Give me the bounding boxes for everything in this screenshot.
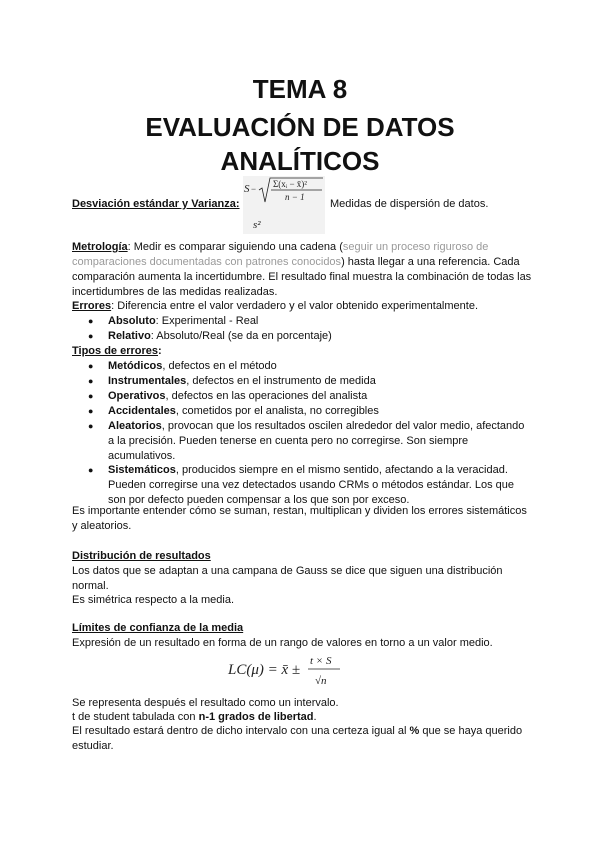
lc-formula-numerator: t × S xyxy=(310,655,332,667)
distribucion-p2: Es simétrica respecto a la media. xyxy=(72,594,235,606)
limites-p3: El resultado estará dentro de dicho intervalo con una certeza igual al % que se haya querido estudiar. xyxy=(72,725,523,752)
list-item: Operativos, defectos en las operaciones del analista xyxy=(108,390,368,402)
page-title-line1: TEMA 8 xyxy=(252,74,348,104)
desviacion-description: Medidas de dispersión de datos. xyxy=(330,198,489,210)
list-item: Metódicos, defectos en el método xyxy=(108,360,277,372)
lc-formula-lhs: LC(μ) = x̄ ± xyxy=(228,662,301,678)
bullet: ● xyxy=(88,376,94,386)
metrologia-label: Metrología xyxy=(72,241,128,253)
formula-denominator: n − 1 xyxy=(285,192,305,202)
metrologia-grey-text: seguir un proceso riguroso de comparaciones documentadas con patrones conocidos xyxy=(72,241,489,268)
list-item: Sistemáticos, producidos siempre en el mismo sentido, afectando a la veracidad. Pueden corregirse una vez detectados usando CRMs o métodos estándar. Los que son por defecto pueden compensar a los que son por exceso. xyxy=(108,464,515,506)
errores-paragraph: Errores: Diferencia entre el valor verdadero y el valor obtenido experimentalmente. xyxy=(72,300,479,312)
limites-intro: Expresión de un resultado en forma de un rango de valores en torno a un valor medio. xyxy=(72,637,493,649)
tipos-heading: Tipos de errores: xyxy=(72,345,162,357)
limites-p1: Se representa después el resultado como un intervalo. xyxy=(72,697,339,709)
list-item: Instrumentales, defectos en el instrumento de medida xyxy=(108,375,376,387)
bullet: ● xyxy=(88,316,94,326)
svg-text:−: − xyxy=(251,184,257,194)
tipos-note: Es importante entender cómo se suman, restan, multiplican y dividen los errores sistemáticos y aleatorios. xyxy=(72,505,527,532)
list-item: Relativo: Absoluto/Real (se da en porcentaje) xyxy=(108,330,332,342)
lc-formula-denominator: √n xyxy=(315,675,327,687)
bullet: ● xyxy=(88,406,94,416)
limites-p2: t de student tabulada con n-1 grados de libertad. xyxy=(72,711,317,723)
list-item: Aleatorios, provocan que los resultados oscilen alrededor del valor medio, afectando a la precisión. Pueden tenerse en cuenta pero no corregirse. Son siempre acumulativos. xyxy=(108,420,525,462)
bullet: ● xyxy=(88,361,94,371)
bullet: ● xyxy=(88,391,94,401)
bullet: ● xyxy=(88,421,94,431)
page-title-line2: EVALUACIÓN DE DATOS xyxy=(145,112,455,142)
std-deviation-formula xyxy=(243,176,325,234)
distribucion-heading: Distribución de resultados xyxy=(72,550,211,562)
distribucion-p1: Los datos que se adaptan a una campana de Gauss se dice que siguen una distribución normal. xyxy=(72,565,503,592)
formula-numerator: Σ(xᵢ − x̄)² xyxy=(273,179,307,189)
list-item: Absoluto: Experimental - Real xyxy=(108,315,259,327)
desviacion-label: Desviación estándar y Varianza: xyxy=(72,198,240,210)
confidence-limit-formula xyxy=(226,648,341,690)
page-title-line3: ANALÍTICOS xyxy=(220,146,380,176)
errores-label: Errores xyxy=(72,300,112,312)
bullet: ● xyxy=(88,465,94,475)
bullet: ● xyxy=(88,331,94,341)
formula-s2: s² xyxy=(253,219,261,231)
formula-s: S xyxy=(244,183,250,195)
list-item: Accidentales, cometidos por el analista, no corregibles xyxy=(108,405,379,417)
limites-heading: Límites de confianza de la media xyxy=(72,622,244,634)
metrologia-paragraph: Metrología: Medir es comparar siguiendo una cadena (seguir un proceso riguroso de comparaciones documentadas con patrones conocidos) hasta llegar a una referencia. Cada comparación aumenta la incertidumbre. El resultado final muestra la combinación de todas las incertidumbres de las medidas realizadas. xyxy=(72,241,532,298)
